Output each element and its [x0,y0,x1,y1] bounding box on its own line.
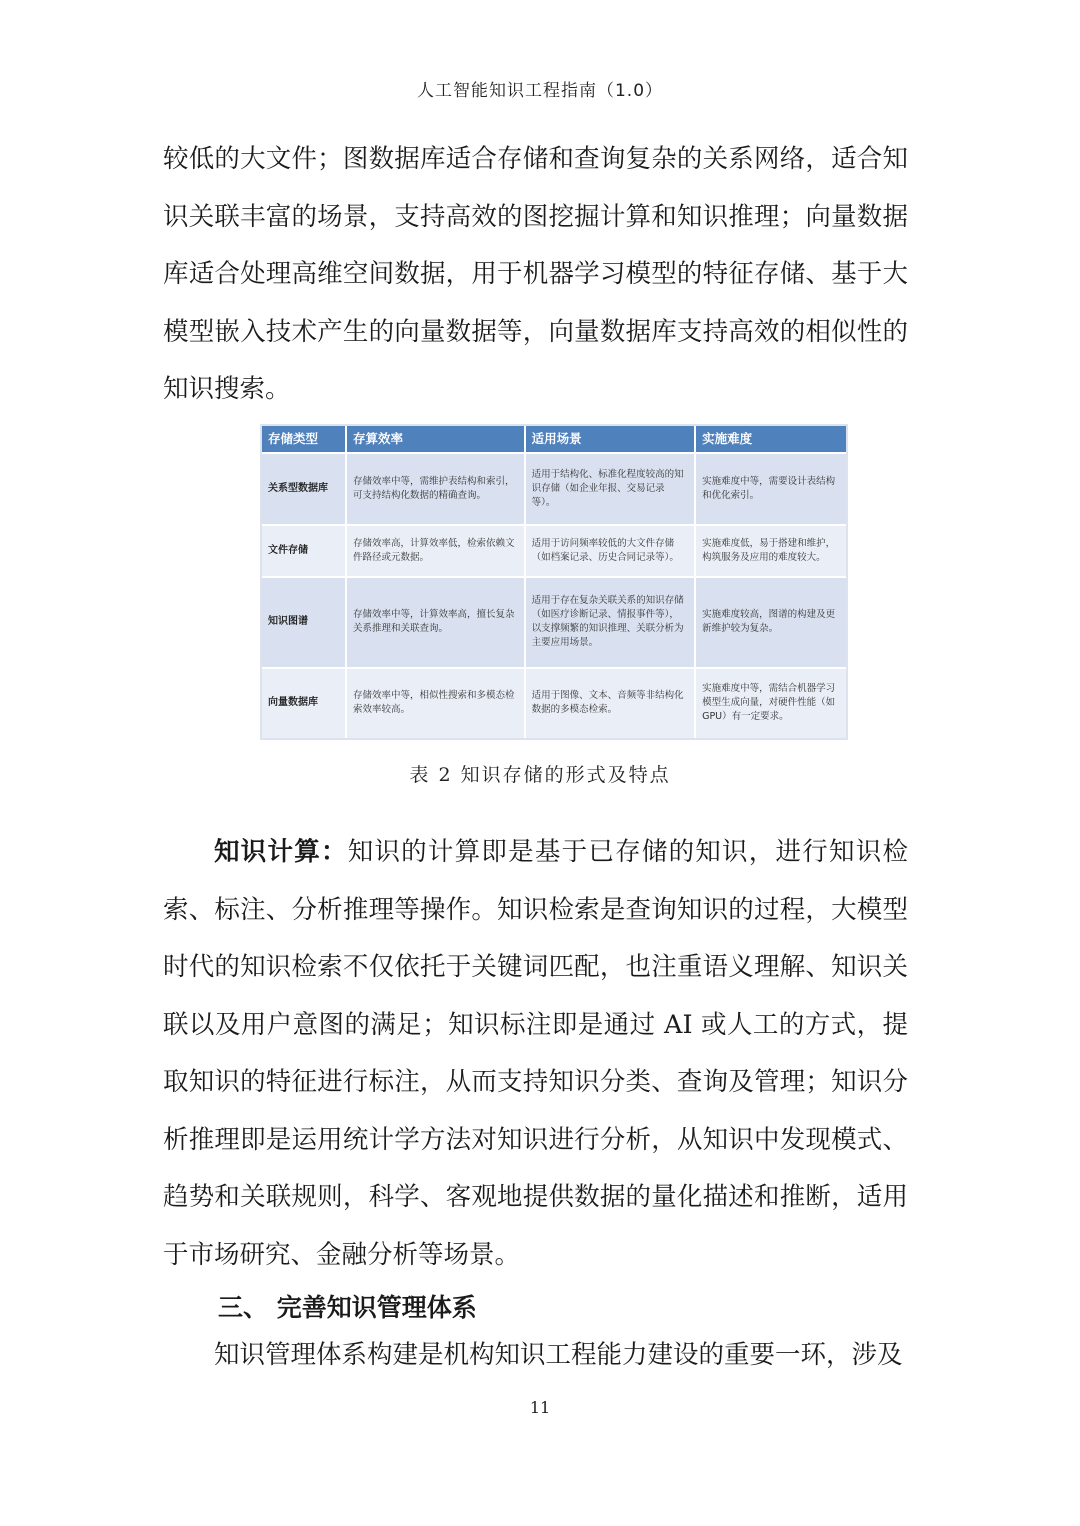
body-paragraph-2 [163,824,908,1284]
running-header: 人工智能知识工程指南（1.0） [416,81,664,101]
table-cell: 实施难度较高，图谱的构建及更新维护较为复杂。 [695,577,846,668]
table-cell: 适用于图像、文本、音频等非结构化数据的多模态检索。 [525,668,696,738]
column-header-difficulty: 实施难度 [695,426,846,453]
table-cell: 适用于存在复杂关联关系的知识存储（如医疗诊断记录、情报事件等），以支撑频繁的知识推理、关联分析为主要应用场景。 [525,577,696,668]
page-number: 11 [529,1398,551,1417]
table [262,426,846,738]
table-cell: 实施难度中等，需结合机器学习模型生成向量，对硬件性能（如GPU）有一定要求。 [695,668,846,738]
paragraph-body-text: 知识的计算即是基于已存储的知识，进行知识检索、标注、分析推理等操作。知识检索是查询知识的过程，大模型时代的知识检索不仅依托于关键词匹配，也注重语义理解、知识关联以及用户意图的满足；知识标注即是通过 AI 或人工的方式，提取知识的特征进行标注，从而支持知识分类、查询及管理；知识分析推理即是运用统计学方法对知识进行分析，从知识中发现模式、趋势和关联规则，科学、客观地提供数据的量化描述和推断，适用于市场研究、金融分析等场景。 [163,837,908,1270]
column-header-storage-type: 存储类型 [262,426,346,453]
paragraph-lead-term: 知识计算： [214,837,348,867]
table-row [262,453,846,525]
table-cell-type: 知识图谱 [262,577,346,668]
table-cell: 存储效率中等，计算效率高，擅长复杂关系推理和关联查询。 [346,577,525,668]
table-header-row [262,426,846,453]
table-cell-type: 文件存储 [262,525,346,577]
section-heading: 三、 完善知识管理体系 [218,1293,477,1322]
table-cell: 实施难度低，易于搭建和维护，构筑服务及应用的难度较大。 [695,525,846,577]
table-cell: 存储效率高，计算效率低，检索依赖文件路径或元数据。 [346,525,525,577]
body-paragraph-1: 较低的大文件；图数据库适合存储和查询复杂的关系网络，适合知识关联丰富的场景，支持高效的图挖掘计算和知识推理；向量数据库适合处理高维空间数据，用于机器学习模型的特征存储、基于大模型嵌入技术产生的向量数据等，向量数据库支持高效的相似性的知识搜索。 [163,144,908,404]
body-paragraph-3: 知识管理体系构建是机构知识工程能力建设的重要一环，涉及 [214,1340,903,1370]
table-cell: 适用于访问频率较低的大文件存储（如档案记录、历史合同记录等）。 [525,525,696,577]
table-cell: 存储效率中等，需维护表结构和索引，可支持结构化数据的精确查询。 [346,453,525,525]
table-row [262,525,846,577]
table-cell-type: 向量数据库 [262,668,346,738]
table-row [262,668,846,738]
table-row [262,577,846,668]
column-header-scenario: 适用场景 [525,426,696,453]
table-cell: 存储效率中等，相似性搜索和多模态检索效率较高。 [346,668,525,738]
column-header-efficiency: 存算效率 [346,426,525,453]
storage-comparison-table [260,424,848,740]
table-cell: 实施难度中等，需要设计表结构和优化索引。 [695,453,846,525]
table-caption: 表 2 知识存储的形式及特点 [409,764,671,786]
table-cell: 适用于结构化、标准化程度较高的知识存储（如企业年报、交易记录等）。 [525,453,696,525]
table-cell-type: 关系型数据库 [262,453,346,525]
